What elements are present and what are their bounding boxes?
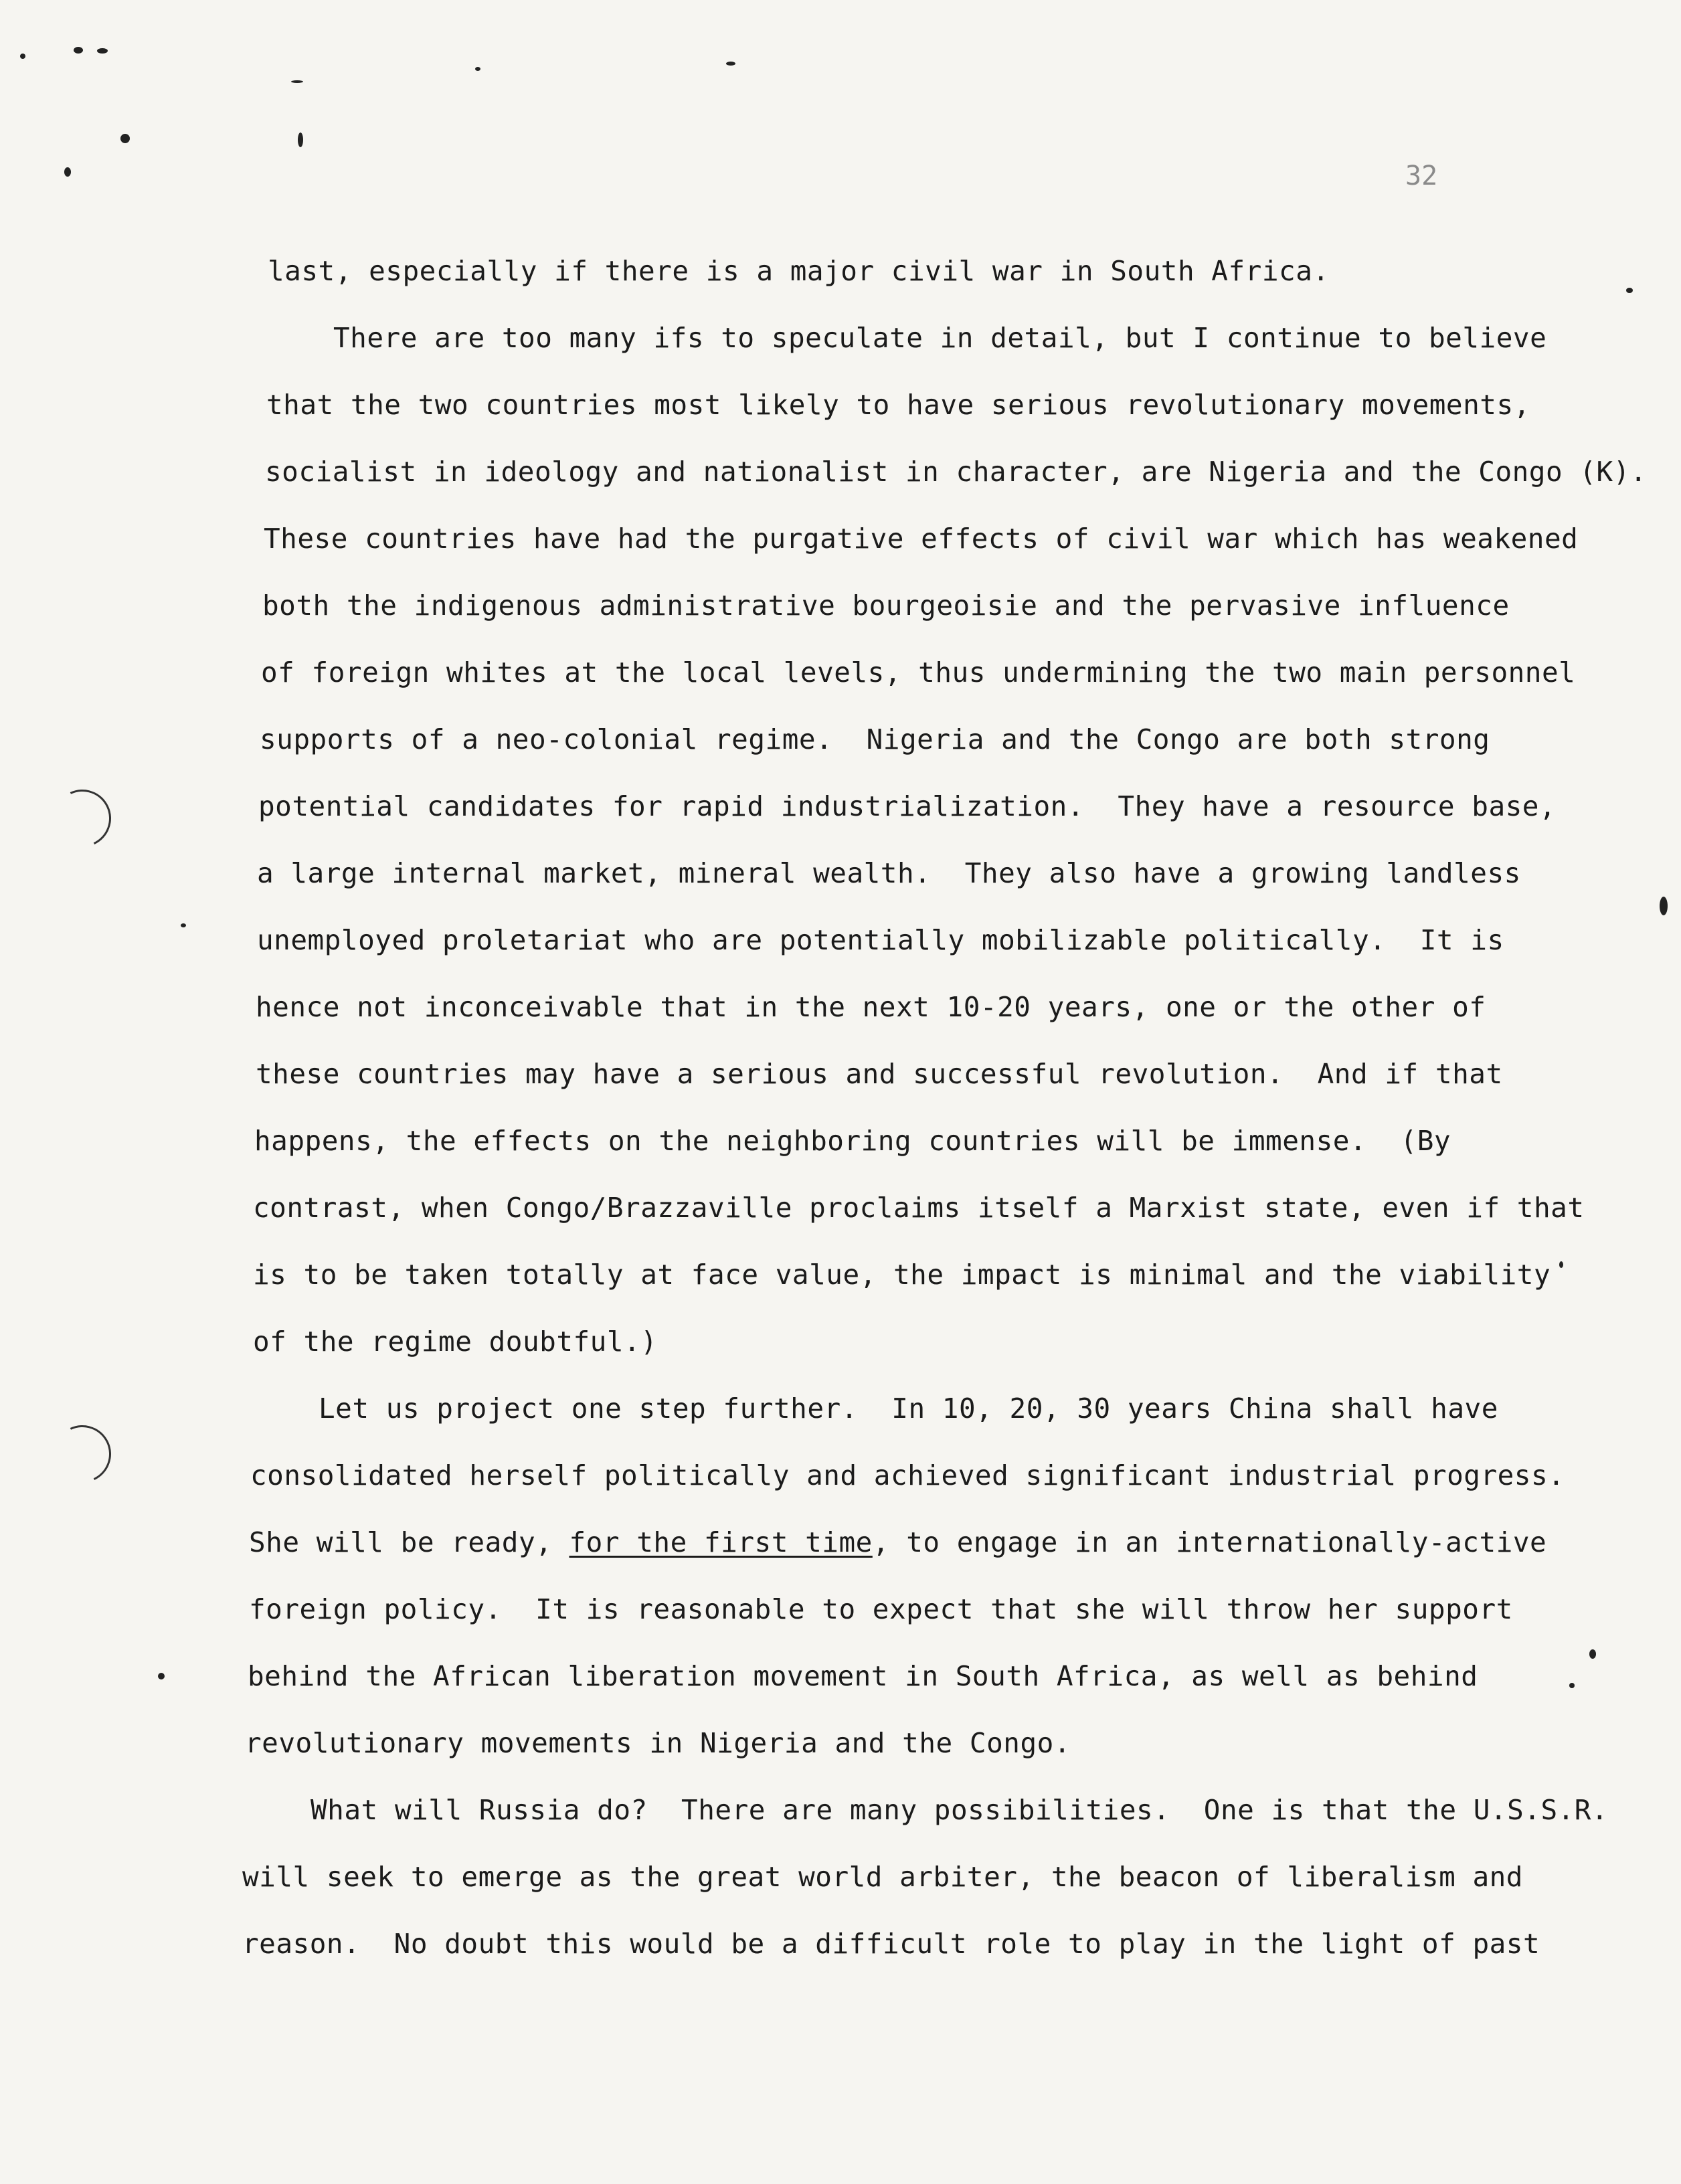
scan-speck [298,132,303,147]
text-segment: She will be ready, [249,1526,569,1558]
text-line: that the two countries most likely to have serious revolutionary movements, [266,389,1530,421]
text-line: hence not inconceivable that in the next 10-20 years, one or the other of [256,991,1486,1023]
punch-hole-mark [46,1417,119,1491]
scan-speck [726,62,735,66]
text-line: these countries may have a serious and successful revolution. And if that [256,1058,1503,1090]
text-line: contrast, when Congo/Brazzaville proclaims itself a Marxist state, even if that [253,1192,1585,1224]
text-line: both the indigenous administrative bourgeoisie and the pervasive influence [262,589,1510,622]
text-line: happens, the effects on the neighboring countries will be immense. (By [254,1125,1451,1157]
scan-speck [120,134,130,143]
text-line: will seek to emerge as the great world arbiter, the beacon of liberalism and [242,1861,1523,1893]
underlined-phrase: for the first time [569,1526,873,1558]
scan-speck [1660,897,1668,915]
scan-speck [1626,288,1633,293]
text-line: What will Russia do? There are many possibilities. One is that the U.S.S.R. [311,1794,1609,1826]
text-line: foreign policy. It is reasonable to expect that she will throw her support [249,1593,1513,1625]
text-line: unemployed proletariat who are potentially mobilizable politically. It is [257,924,1504,956]
page-number: 32 [1405,161,1438,191]
scan-speck [97,48,108,54]
scan-speck [475,67,480,71]
text-line: behind the African liberation movement in South Africa, as well as behind [248,1660,1478,1692]
text-line: consolidated herself politically and achieved significant industrial progress. [250,1459,1565,1491]
scan-speck [1569,1683,1575,1688]
scan-speck [64,167,71,177]
scan-speck [291,80,303,83]
text-line: is to be taken totally at face value, the impact is minimal and the viability [253,1259,1551,1291]
scan-speck [74,47,83,54]
text-line: These countries have had the purgative effects of civil war which has weakened [264,523,1579,555]
text-line: last, especially if there is a major civil war in South Africa. [268,255,1330,287]
text-line [249,1526,1546,1559]
text-line: socialist in ideology and nationalist in character, are Nigeria and the Congo (K). [265,456,1648,488]
text-line: There are too many ifs to speculate in detail, but I continue to believe [333,322,1547,354]
text-line: revolutionary movements in Nigeria and the Congo. [245,1727,1071,1759]
text-line: of the regime doubtful.) [253,1326,658,1358]
text-line: of foreign whites at the local levels, thus undermining the two main personnel [261,656,1576,689]
scan-speck [1589,1649,1596,1659]
text-line: a large internal market, mineral wealth. They also have a growing landless [257,857,1521,889]
text-line: potential candidates for rapid industrialization. They have a resource base, [258,790,1557,822]
text-segment: , to engage in an internationally-active [872,1526,1547,1558]
scan-speck [1559,1261,1563,1268]
text-line: Let us project one step further. In 10, 20, 30 years China shall have [319,1392,1498,1425]
scan-speck [158,1673,165,1679]
punch-hole-mark [46,782,119,855]
text-line: supports of a neo-colonial regime. Nigeria and the Congo are both strong [260,723,1490,755]
text-line: reason. No doubt this would be a difficult role to play in the light of past [242,1928,1540,1960]
scan-speck [20,54,25,59]
scan-speck [181,923,186,927]
